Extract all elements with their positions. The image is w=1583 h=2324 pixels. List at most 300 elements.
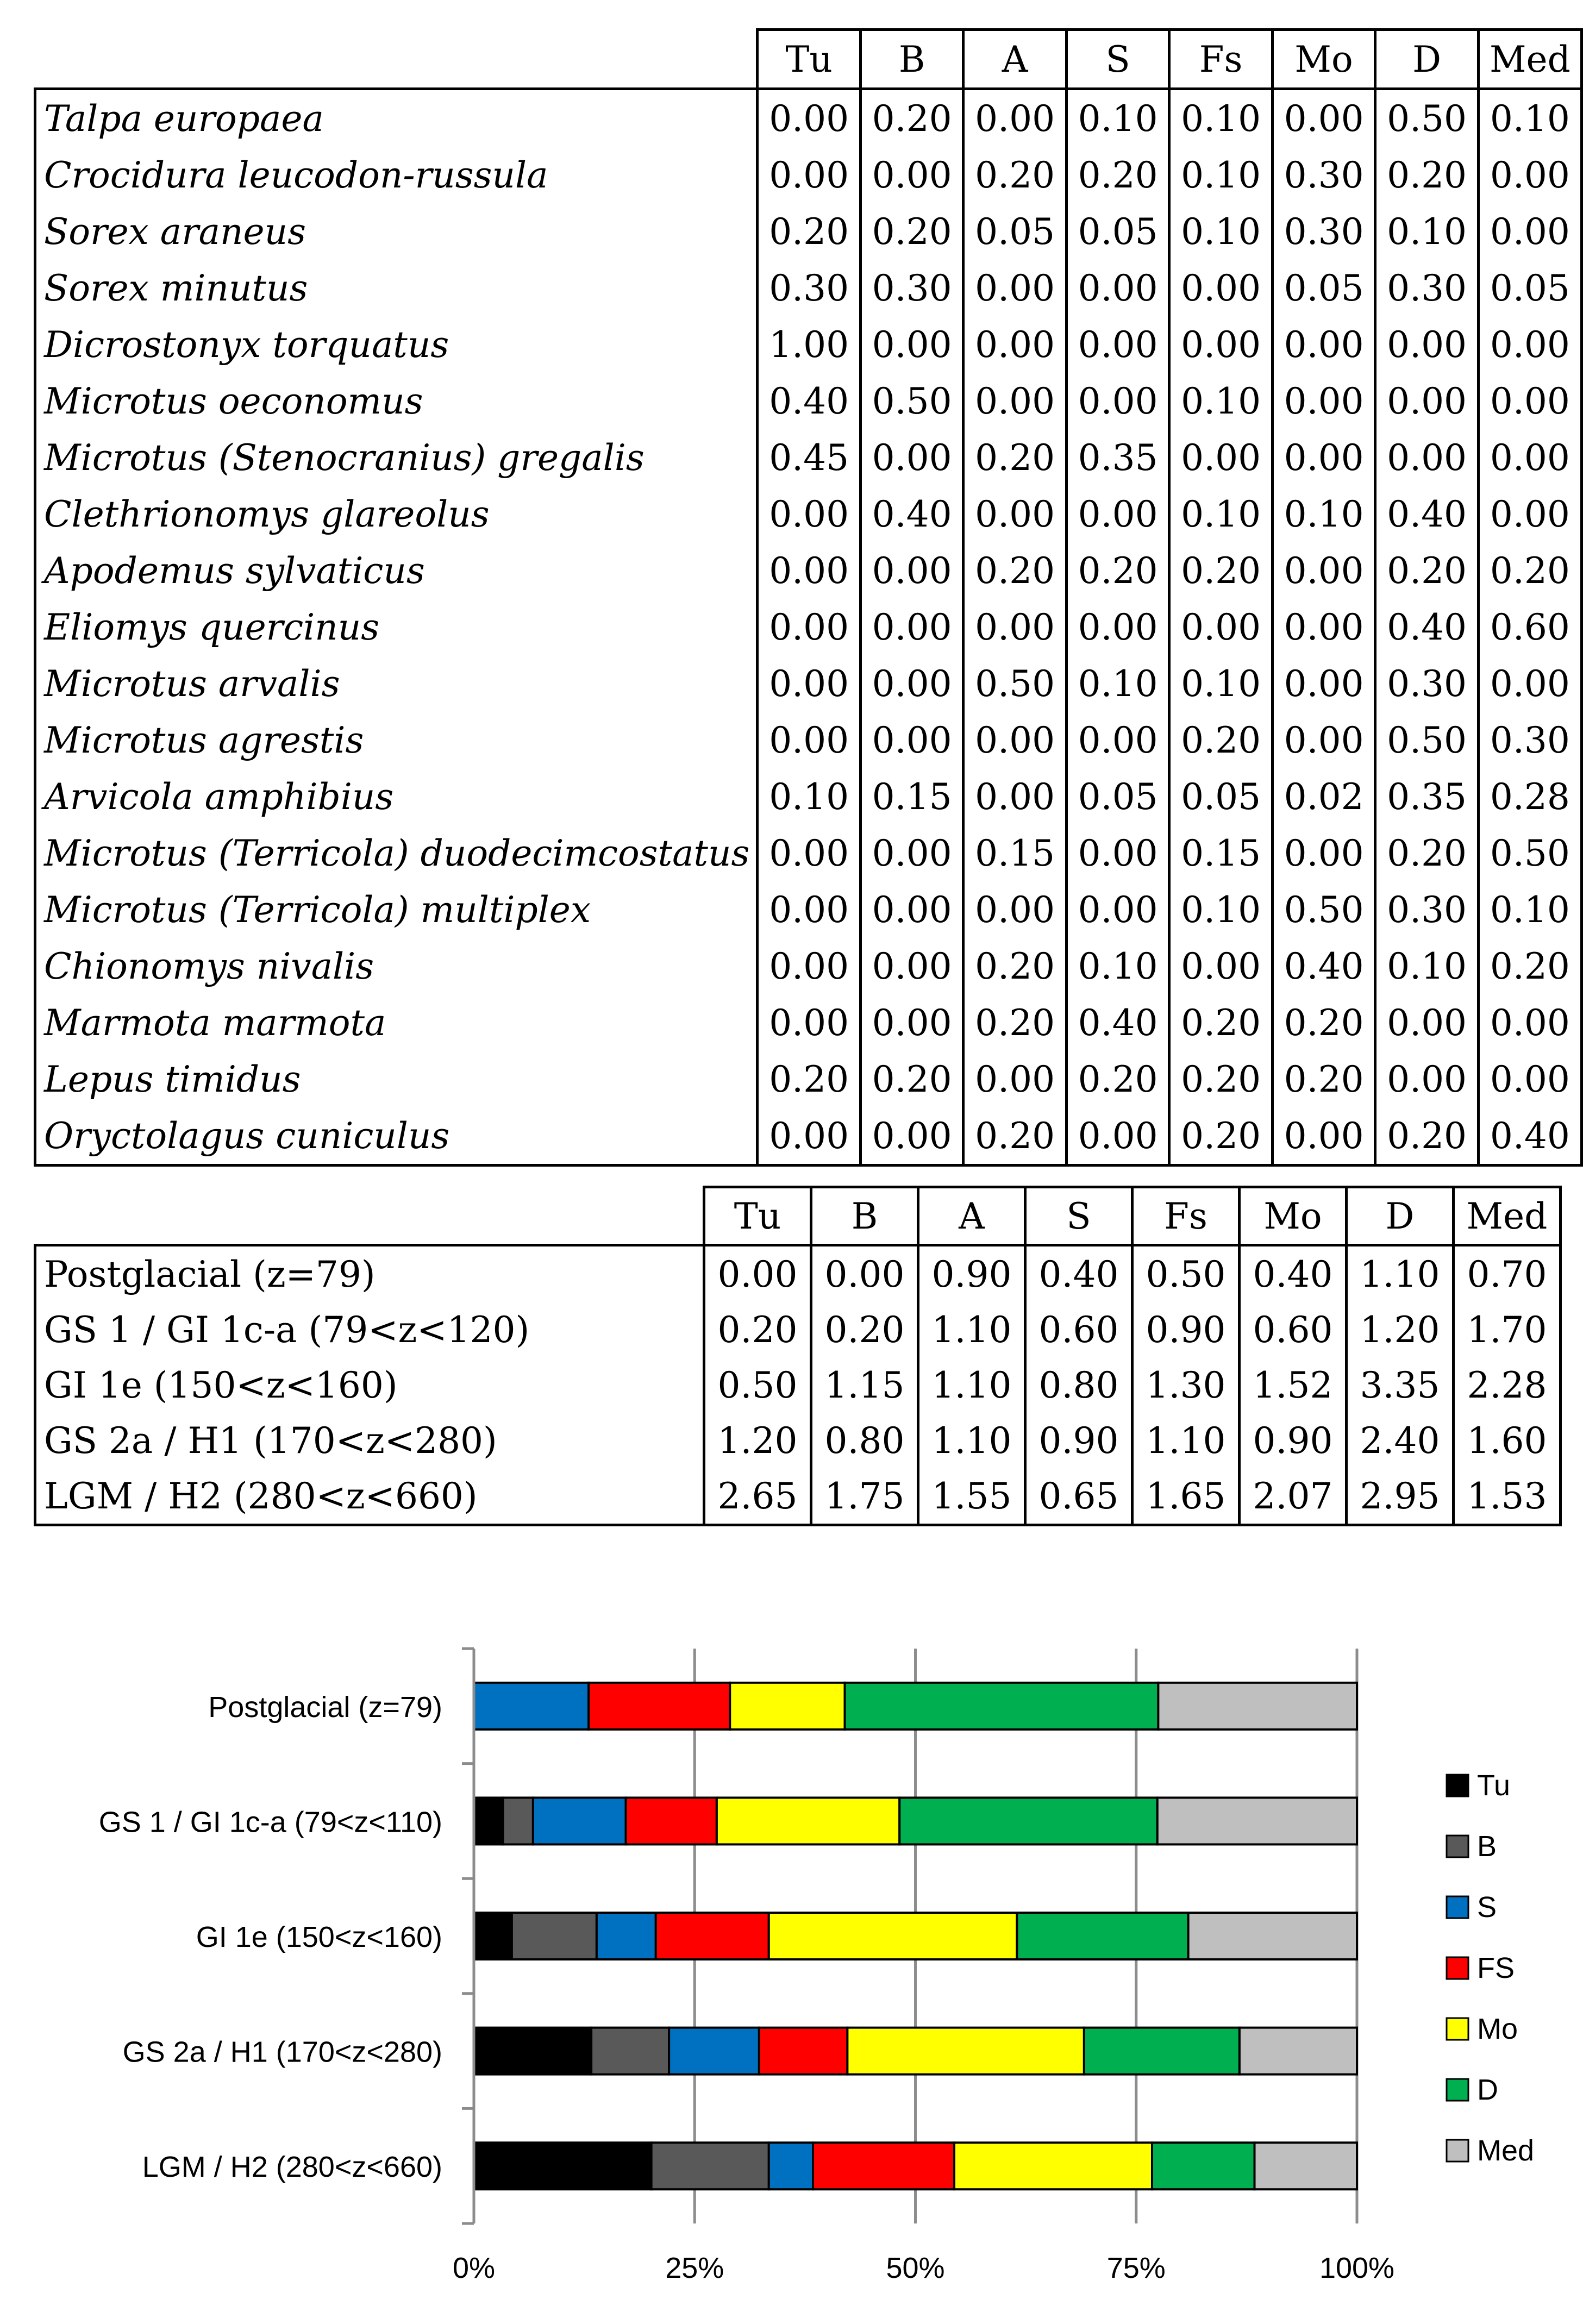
x-tick-label: 50% bbox=[886, 2252, 945, 2284]
table-cell: 0.40 bbox=[1375, 486, 1478, 542]
bar-segment bbox=[813, 2143, 954, 2189]
bar-segment bbox=[597, 1913, 656, 1959]
table-cell: 0.00 bbox=[704, 1245, 811, 1302]
table-cell: 1.70 bbox=[1454, 1302, 1561, 1357]
bar-segment bbox=[1255, 2143, 1357, 2189]
table-row bbox=[35, 373, 1582, 429]
table-cell: 0.05 bbox=[1066, 768, 1169, 825]
row-label: Microtus agrestis bbox=[35, 712, 758, 768]
table-cell: 0.00 bbox=[758, 1107, 860, 1166]
table-cell: 0.40 bbox=[1478, 1107, 1581, 1166]
legend-label: D bbox=[1477, 2074, 1498, 2106]
table-cell: 2.07 bbox=[1240, 1468, 1347, 1525]
table-cell: 0.30 bbox=[1375, 655, 1478, 712]
table-cell: 0.00 bbox=[1272, 712, 1375, 768]
table-cell: 0.40 bbox=[1375, 599, 1478, 655]
legend-swatch bbox=[1447, 1836, 1468, 1857]
table-cell: 0.00 bbox=[758, 938, 860, 994]
table-cell: 0.10 bbox=[1478, 89, 1581, 147]
table-cell: 0.20 bbox=[1066, 542, 1169, 599]
table-cell: 0.00 bbox=[1272, 316, 1375, 373]
table-cell: 0.05 bbox=[963, 203, 1066, 260]
table-cell: 0.00 bbox=[963, 1051, 1066, 1107]
table-cell: 0.20 bbox=[811, 1302, 918, 1357]
row-label: Lepus timidus bbox=[35, 1051, 758, 1107]
row-label: Oryctolagus cuniculus bbox=[35, 1107, 758, 1166]
table-cell: 2.65 bbox=[704, 1468, 811, 1525]
table-cell: 0.00 bbox=[758, 712, 860, 768]
table-cell: 0.00 bbox=[1066, 373, 1169, 429]
table-cell: 0.20 bbox=[1272, 994, 1375, 1051]
table-cell: 0.20 bbox=[1375, 147, 1478, 203]
bar-segment bbox=[847, 2028, 1084, 2075]
table-cell: 0.10 bbox=[1375, 203, 1478, 260]
row-label: Clethrionomys glareolus bbox=[35, 486, 758, 542]
table-row bbox=[35, 1357, 1561, 1413]
table-cell: 0.30 bbox=[1375, 881, 1478, 938]
table-cell: 0.00 bbox=[758, 599, 860, 655]
table-cell: 0.20 bbox=[1375, 1107, 1478, 1166]
table-cell: 0.00 bbox=[1272, 373, 1375, 429]
table-cell: 0.20 bbox=[758, 1051, 860, 1107]
row-label: Microtus oeconomus bbox=[35, 373, 758, 429]
table-cell: 0.00 bbox=[1272, 825, 1375, 881]
bar-segment bbox=[899, 1797, 1157, 1844]
table-cell: 0.00 bbox=[1272, 599, 1375, 655]
table-cell: 0.20 bbox=[1478, 542, 1581, 599]
table-row bbox=[35, 1413, 1561, 1468]
table-cell: 0.00 bbox=[1375, 1051, 1478, 1107]
row-label: Dicrostonyx torquatus bbox=[35, 316, 758, 373]
table-row bbox=[35, 938, 1582, 994]
table-cell: 0.00 bbox=[1272, 429, 1375, 486]
table-row bbox=[35, 486, 1582, 542]
table-row bbox=[35, 89, 1582, 147]
x-tick-label: 75% bbox=[1106, 2252, 1166, 2284]
table-cell: 0.00 bbox=[963, 599, 1066, 655]
table-cell: 0.40 bbox=[1240, 1245, 1347, 1302]
column-header: A bbox=[963, 30, 1066, 89]
bar-segment bbox=[656, 1913, 769, 1959]
table-cell: 0.90 bbox=[1240, 1413, 1347, 1468]
table-cell: 0.00 bbox=[860, 542, 963, 599]
table-cell: 0.50 bbox=[704, 1357, 811, 1413]
table-cell: 0.20 bbox=[860, 89, 963, 147]
table-cell: 0.00 bbox=[860, 881, 963, 938]
row-label: Marmota marmota bbox=[35, 994, 758, 1051]
table-cell: 0.60 bbox=[1025, 1302, 1132, 1357]
table-cell: 0.20 bbox=[963, 542, 1066, 599]
table-cell: 0.20 bbox=[860, 1051, 963, 1107]
bar-segment bbox=[845, 1683, 1159, 1730]
table-cell: 0.00 bbox=[1375, 994, 1478, 1051]
stacked-bar-chart bbox=[0, 1619, 1583, 2324]
column-header: D bbox=[1375, 30, 1478, 89]
table-cell: 1.10 bbox=[918, 1302, 1025, 1357]
bar-segment bbox=[1158, 1683, 1357, 1730]
table-cell: 0.20 bbox=[1478, 938, 1581, 994]
table-cell: 1.00 bbox=[758, 316, 860, 373]
row-label: Postglacial (z=79) bbox=[35, 1245, 704, 1302]
x-tick-label: 25% bbox=[665, 2252, 724, 2284]
table-cell: 1.15 bbox=[811, 1357, 918, 1413]
table-cell: 1.55 bbox=[918, 1468, 1025, 1525]
bar-segment bbox=[652, 2143, 769, 2189]
table-cell: 2.95 bbox=[1347, 1468, 1454, 1525]
bar-segment bbox=[717, 1797, 899, 1844]
table-cell: 0.90 bbox=[1132, 1302, 1240, 1357]
table-cell: 0.00 bbox=[1066, 486, 1169, 542]
table-row bbox=[35, 712, 1582, 768]
table-cell: 0.00 bbox=[860, 429, 963, 486]
table-cell: 1.20 bbox=[1347, 1302, 1454, 1357]
table-row bbox=[35, 542, 1582, 599]
table-cell: 0.00 bbox=[963, 881, 1066, 938]
table-cell: 1.30 bbox=[1132, 1357, 1240, 1413]
column-header: Tu bbox=[758, 30, 860, 89]
table-row bbox=[35, 1302, 1561, 1357]
table-cell: 0.00 bbox=[758, 147, 860, 203]
legend-swatch bbox=[1447, 1775, 1468, 1796]
category-label: GS 1 / GI 1c-a (79<z<110) bbox=[98, 1806, 442, 1839]
bar-segment bbox=[1188, 1913, 1357, 1959]
table-cell: 0.10 bbox=[1066, 89, 1169, 147]
legend-swatch bbox=[1447, 2018, 1468, 2040]
row-label: GS 1 / GI 1c-a (79<z<120) bbox=[35, 1302, 704, 1357]
row-label: Chionomys nivalis bbox=[35, 938, 758, 994]
table-cell: 0.20 bbox=[963, 994, 1066, 1051]
bar-segment bbox=[474, 1913, 512, 1959]
table-cell: 0.20 bbox=[1272, 1051, 1375, 1107]
table-cell: 0.20 bbox=[1066, 147, 1169, 203]
table-cell: 0.00 bbox=[758, 542, 860, 599]
table-cell: 0.00 bbox=[963, 768, 1066, 825]
table-cell: 0.05 bbox=[1169, 768, 1272, 825]
table-cell: 0.00 bbox=[811, 1245, 918, 1302]
table-cell: 0.00 bbox=[758, 486, 860, 542]
column-header: Tu bbox=[704, 1187, 811, 1245]
bar-segment bbox=[730, 1683, 844, 1730]
bar-segment bbox=[1240, 2028, 1357, 2075]
table-cell: 0.00 bbox=[758, 881, 860, 938]
table-cell: 0.00 bbox=[963, 486, 1066, 542]
table-cell: 0.02 bbox=[1272, 768, 1375, 825]
bar-segment bbox=[954, 2143, 1152, 2189]
legend-label: Med bbox=[1477, 2134, 1535, 2167]
table-row bbox=[35, 768, 1582, 825]
table-cell: 0.10 bbox=[1169, 486, 1272, 542]
table-cell: 3.35 bbox=[1347, 1357, 1454, 1413]
table-cell: 0.20 bbox=[1375, 825, 1478, 881]
bar-segment bbox=[1084, 2028, 1240, 2075]
table-cell: 0.00 bbox=[1375, 373, 1478, 429]
table-cell: 1.10 bbox=[1132, 1413, 1240, 1468]
table-cell: 0.10 bbox=[1169, 89, 1272, 147]
table-cell: 0.00 bbox=[1478, 316, 1581, 373]
table-cell: 0.30 bbox=[1375, 260, 1478, 316]
bar-segment bbox=[1017, 1913, 1188, 1959]
table-cell: 0.70 bbox=[1454, 1245, 1561, 1302]
table-cell: 0.05 bbox=[1478, 260, 1581, 316]
row-label: Sorex araneus bbox=[35, 203, 758, 260]
table-cell: 0.45 bbox=[758, 429, 860, 486]
table-cell: 0.00 bbox=[758, 89, 860, 147]
column-header: Fs bbox=[1132, 1187, 1240, 1245]
table-cell: 0.05 bbox=[1272, 260, 1375, 316]
bar-segment bbox=[769, 1913, 1017, 1959]
table-cell: 0.90 bbox=[918, 1245, 1025, 1302]
table-cell: 0.15 bbox=[860, 768, 963, 825]
bar-segment bbox=[1152, 2143, 1255, 2189]
table-row bbox=[35, 260, 1582, 316]
row-label: Microtus (Terricola) multiplex bbox=[35, 881, 758, 938]
category-label: GI 1e (150<z<160) bbox=[196, 1921, 442, 1953]
table-cell: 0.00 bbox=[1066, 881, 1169, 938]
row-label: Crocidura leucodon-russula bbox=[35, 147, 758, 203]
table-cell: 0.50 bbox=[1375, 89, 1478, 147]
table-cell: 0.00 bbox=[860, 655, 963, 712]
table-cell: 0.00 bbox=[1478, 655, 1581, 712]
table-row bbox=[35, 825, 1582, 881]
bar-segment bbox=[474, 1683, 589, 1730]
column-header: Mo bbox=[1240, 1187, 1347, 1245]
table-cell: 0.40 bbox=[758, 373, 860, 429]
table-cell: 1.53 bbox=[1454, 1468, 1561, 1525]
table-cell: 0.35 bbox=[1375, 768, 1478, 825]
table-cell: 0.00 bbox=[1169, 429, 1272, 486]
table-cell: 0.80 bbox=[1025, 1357, 1132, 1413]
table-row bbox=[35, 655, 1582, 712]
table-cell: 0.00 bbox=[860, 1107, 963, 1166]
bar-segment bbox=[503, 1797, 533, 1844]
table-cell: 0.00 bbox=[1066, 825, 1169, 881]
table-cell: 0.00 bbox=[1375, 429, 1478, 486]
table-cell: 0.50 bbox=[1478, 825, 1581, 881]
table-cell: 0.10 bbox=[1066, 655, 1169, 712]
table-cell: 0.00 bbox=[1169, 260, 1272, 316]
table-cell: 1.20 bbox=[704, 1413, 811, 1468]
table-cell: 0.20 bbox=[963, 147, 1066, 203]
row-label: LGM / H2 (280<z<660) bbox=[35, 1468, 704, 1525]
table-cell: 0.65 bbox=[1025, 1468, 1132, 1525]
table-cell: 0.10 bbox=[1066, 938, 1169, 994]
table-row bbox=[35, 1051, 1582, 1107]
row-label: Arvicola amphibius bbox=[35, 768, 758, 825]
table-cell: 0.50 bbox=[1132, 1245, 1240, 1302]
table-cell: 0.00 bbox=[860, 825, 963, 881]
species-habitat-table bbox=[34, 28, 1583, 1167]
table-cell: 0.50 bbox=[1375, 712, 1478, 768]
table-row bbox=[35, 1245, 1561, 1302]
table-cell: 0.20 bbox=[1169, 994, 1272, 1051]
legend-label: B bbox=[1477, 1830, 1497, 1863]
header-blank-cell bbox=[35, 30, 758, 89]
table-cell: 0.10 bbox=[1169, 881, 1272, 938]
table-cell: 0.10 bbox=[1375, 938, 1478, 994]
legend-label: Mo bbox=[1477, 2013, 1518, 2045]
column-header: Fs bbox=[1169, 30, 1272, 89]
table-header-row bbox=[35, 30, 1582, 89]
table-cell: 0.00 bbox=[1478, 203, 1581, 260]
row-label: GS 2a / H1 (170<z<280) bbox=[35, 1413, 704, 1468]
legend-swatch bbox=[1447, 1896, 1468, 1918]
header-blank-cell bbox=[35, 1187, 704, 1245]
table-cell: 0.20 bbox=[1169, 1107, 1272, 1166]
table-cell: 0.20 bbox=[1375, 542, 1478, 599]
table-cell: 0.10 bbox=[1169, 203, 1272, 260]
table-cell: 0.00 bbox=[1272, 89, 1375, 147]
table-cell: 1.60 bbox=[1454, 1413, 1561, 1468]
column-header: Med bbox=[1478, 30, 1581, 89]
table-cell: 0.80 bbox=[811, 1413, 918, 1468]
column-header: D bbox=[1347, 1187, 1454, 1245]
legend-label: Tu bbox=[1477, 1769, 1511, 1802]
table-cell: 0.40 bbox=[860, 486, 963, 542]
table-cell: 1.75 bbox=[811, 1468, 918, 1525]
bar-segment bbox=[1157, 1797, 1357, 1844]
table-cell: 0.15 bbox=[963, 825, 1066, 881]
row-label: Eliomys quercinus bbox=[35, 599, 758, 655]
table-cell: 0.10 bbox=[1272, 486, 1375, 542]
table-cell: 0.10 bbox=[1169, 373, 1272, 429]
bar-segment bbox=[474, 1797, 503, 1844]
table-cell: 0.00 bbox=[860, 147, 963, 203]
table-cell: 0.50 bbox=[1272, 881, 1375, 938]
table-cell: 0.40 bbox=[1025, 1245, 1132, 1302]
table-cell: 0.20 bbox=[704, 1302, 811, 1357]
bar-segment bbox=[626, 1797, 717, 1844]
table-cell: 0.00 bbox=[963, 373, 1066, 429]
bar-segment bbox=[769, 2143, 813, 2189]
table-cell: 2.40 bbox=[1347, 1413, 1454, 1468]
table-cell: 0.50 bbox=[963, 655, 1066, 712]
table-cell: 0.00 bbox=[963, 316, 1066, 373]
row-label: Talpa europaea bbox=[35, 89, 758, 147]
table-cell: 0.20 bbox=[860, 203, 963, 260]
table-cell: 0.90 bbox=[1025, 1413, 1132, 1468]
row-label: GI 1e (150<z<160) bbox=[35, 1357, 704, 1413]
table-cell: 1.10 bbox=[918, 1357, 1025, 1413]
table-cell: 0.00 bbox=[963, 712, 1066, 768]
table-cell: 0.60 bbox=[1240, 1302, 1347, 1357]
table-cell: 0.20 bbox=[1169, 712, 1272, 768]
table-cell: 0.30 bbox=[1478, 712, 1581, 768]
table-cell: 0.00 bbox=[1066, 712, 1169, 768]
table-cell: 0.00 bbox=[860, 994, 963, 1051]
bar-segment bbox=[589, 1683, 730, 1730]
table-cell: 0.00 bbox=[1066, 599, 1169, 655]
table-row bbox=[35, 994, 1582, 1051]
column-header: Med bbox=[1454, 1187, 1561, 1245]
bar-segment bbox=[759, 2028, 848, 2075]
table-cell: 0.00 bbox=[860, 712, 963, 768]
table-cell: 0.00 bbox=[1066, 316, 1169, 373]
table-cell: 0.60 bbox=[1478, 599, 1581, 655]
table-cell: 0.20 bbox=[1169, 542, 1272, 599]
table-cell: 0.00 bbox=[1478, 486, 1581, 542]
table-cell: 0.00 bbox=[1478, 429, 1581, 486]
table-cell: 0.00 bbox=[758, 994, 860, 1051]
table-cell: 1.65 bbox=[1132, 1468, 1240, 1525]
bar-segment bbox=[533, 1797, 626, 1844]
bar-segment bbox=[591, 2028, 669, 2075]
table-row bbox=[35, 1468, 1561, 1525]
table-row bbox=[35, 599, 1582, 655]
table-cell: 0.20 bbox=[963, 938, 1066, 994]
table-cell: 0.00 bbox=[963, 260, 1066, 316]
period-habitat-table bbox=[34, 1186, 1562, 1526]
bar-segment bbox=[512, 1913, 597, 1959]
x-tick-label: 0% bbox=[452, 2252, 496, 2284]
table-cell: 0.30 bbox=[860, 260, 963, 316]
table-cell: 0.00 bbox=[1066, 260, 1169, 316]
row-label: Microtus (Terricola) duodecimcostatus bbox=[35, 825, 758, 881]
table-cell: 2.28 bbox=[1454, 1357, 1561, 1413]
table-cell: 0.35 bbox=[1066, 429, 1169, 486]
category-label: GS 2a / H1 (170<z<280) bbox=[122, 2035, 442, 2069]
table-cell: 0.10 bbox=[1478, 881, 1581, 938]
table-cell: 0.30 bbox=[1272, 203, 1375, 260]
table-cell: 0.00 bbox=[1375, 316, 1478, 373]
table-cell: 0.05 bbox=[1066, 203, 1169, 260]
table-cell: 0.00 bbox=[758, 825, 860, 881]
table-cell: 0.00 bbox=[860, 599, 963, 655]
table-row bbox=[35, 1107, 1582, 1166]
x-tick-label: 100% bbox=[1319, 2252, 1395, 2284]
column-header: A bbox=[918, 1187, 1025, 1245]
legend-label: S bbox=[1477, 1891, 1497, 1924]
table-cell: 0.00 bbox=[1169, 316, 1272, 373]
table-cell: 0.20 bbox=[758, 203, 860, 260]
bar-segment bbox=[669, 2028, 759, 2075]
table-row bbox=[35, 203, 1582, 260]
table-cell: 0.00 bbox=[1478, 1051, 1581, 1107]
table-cell: 0.30 bbox=[758, 260, 860, 316]
legend-label: FS bbox=[1477, 1952, 1515, 1984]
table-cell: 0.20 bbox=[963, 429, 1066, 486]
category-label: LGM / H2 (280<z<660) bbox=[142, 2151, 442, 2184]
bar-segment bbox=[474, 2143, 652, 2189]
table-cell: 0.00 bbox=[1478, 147, 1581, 203]
row-label: Microtus (Stenocranius) gregalis bbox=[35, 429, 758, 486]
table-cell: 1.52 bbox=[1240, 1357, 1347, 1413]
legend-swatch bbox=[1447, 2140, 1468, 2162]
column-header: B bbox=[811, 1187, 918, 1245]
table-cell: 0.50 bbox=[860, 373, 963, 429]
table-cell: 0.00 bbox=[758, 655, 860, 712]
table-row bbox=[35, 429, 1582, 486]
row-label: Microtus arvalis bbox=[35, 655, 758, 712]
table-cell: 1.10 bbox=[918, 1413, 1025, 1468]
table-cell: 0.00 bbox=[963, 89, 1066, 147]
column-header: B bbox=[860, 30, 963, 89]
table-cell: 0.00 bbox=[860, 316, 963, 373]
table-cell: 0.28 bbox=[1478, 768, 1581, 825]
table-cell: 0.00 bbox=[860, 938, 963, 994]
row-label: Sorex minutus bbox=[35, 260, 758, 316]
table-cell: 0.00 bbox=[1169, 938, 1272, 994]
column-header: S bbox=[1066, 30, 1169, 89]
table-cell: 0.10 bbox=[758, 768, 860, 825]
table-row bbox=[35, 316, 1582, 373]
table-header-row bbox=[35, 1187, 1561, 1245]
table-cell: 0.40 bbox=[1272, 938, 1375, 994]
legend-swatch bbox=[1447, 2079, 1468, 2101]
table-cell: 0.00 bbox=[1478, 994, 1581, 1051]
table-cell: 0.00 bbox=[1272, 542, 1375, 599]
table-row bbox=[35, 147, 1582, 203]
table-cell: 0.30 bbox=[1272, 147, 1375, 203]
